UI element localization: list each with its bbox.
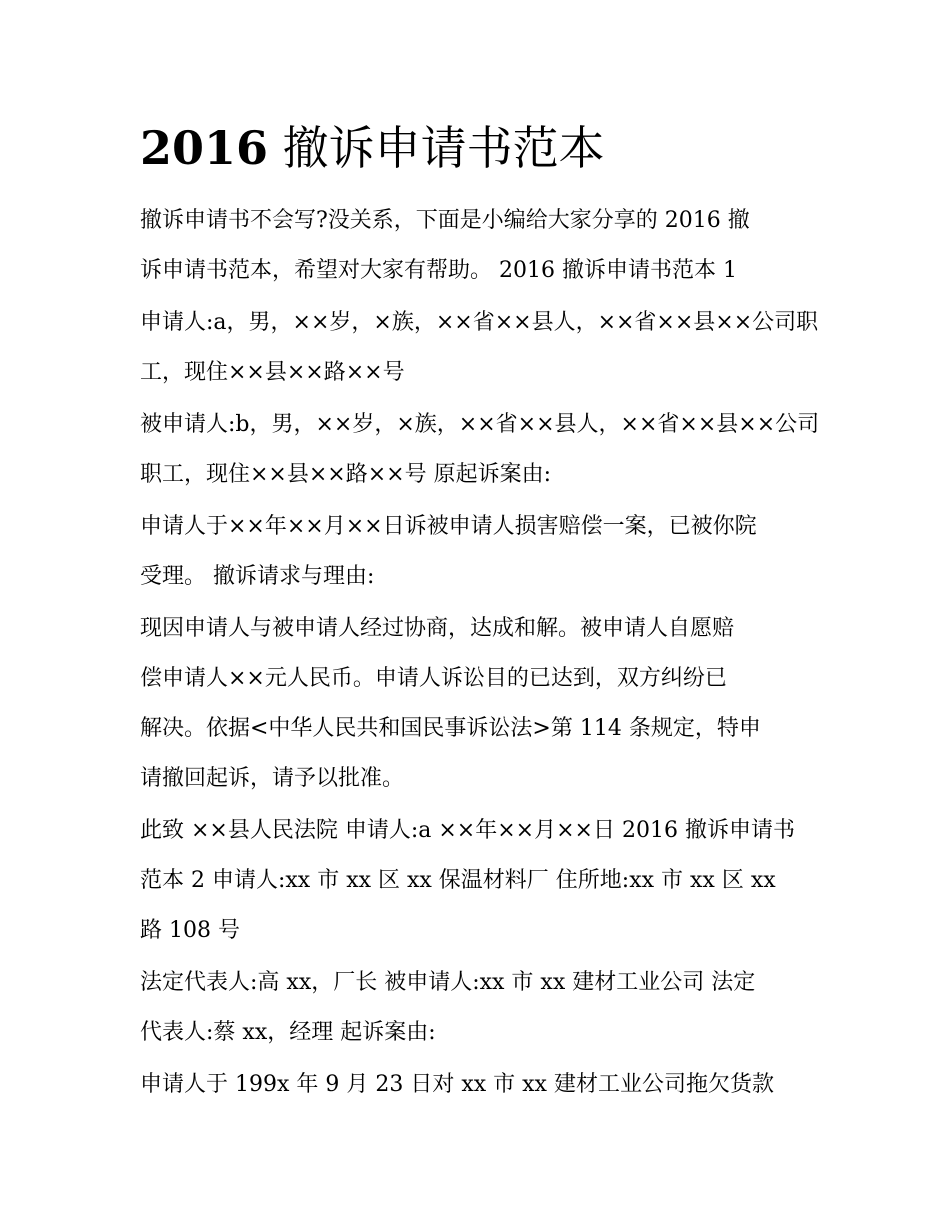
body-line: 申请人于××年××月××日诉被申请人损害赔偿一案，已被你院 xyxy=(140,514,757,539)
body-line: 诉申请书范本，希望对大家有帮助。 2016 撤诉申请书范本 1 xyxy=(140,258,737,283)
body-line: 此致 ××县人民法院 申请人:a ××年××月××日 2016 撤诉申请书 xyxy=(140,818,795,843)
body-line: 被申请人:b，男，××岁，×族，××省××县人，××省××县××公司 xyxy=(140,412,820,437)
document-title xyxy=(140,118,605,178)
body-line: 法定代表人:高 xx，厂长 被申请人:xx 市 xx 建材工业公司 法定 xyxy=(140,970,756,995)
body-line: 申请人于 199x 年 9 月 23 日对 xx 市 xx 建材工业公司拖欠货款 xyxy=(140,1072,774,1097)
body-line: 职工，现住××县××路××号 原起诉案由: xyxy=(140,462,552,487)
body-line: 撤诉申请书不会写?没关系，下面是小编给大家分享的 2016 撤 xyxy=(140,208,750,233)
body-line: 偿申请人××元人民币。申请人诉讼目的已达到，双方纠纷已 xyxy=(140,666,727,691)
title-text: 撤诉申请书范本 xyxy=(282,121,605,175)
body-line: 申请人:a，男，××岁，×族，××省××县人，××省××县××公司职 xyxy=(140,310,819,335)
body-line: 现因申请人与被申请人经过协商，达成和解。被申请人自愿赔 xyxy=(140,616,735,641)
body-line: 工，现住××县××路××号 xyxy=(140,360,405,385)
body-line: 解决。依据<中华人民共和国民事诉讼法>第 114 条规定，特申 xyxy=(140,716,761,741)
body-line: 请撤回起诉，请予以批准。 xyxy=(140,766,405,791)
body-line: 范本 2 申请人:xx 市 xx 区 xx 保温材料厂 住所地:xx 市 xx 区 xx xyxy=(140,868,776,893)
body-line: 路 108 号 xyxy=(140,918,240,943)
body-line: 受理。 撤诉请求与理由: xyxy=(140,564,375,589)
title-year: 2016 xyxy=(140,121,269,175)
body-line: 代表人:蔡 xx，经理 起诉案由: xyxy=(140,1020,436,1045)
